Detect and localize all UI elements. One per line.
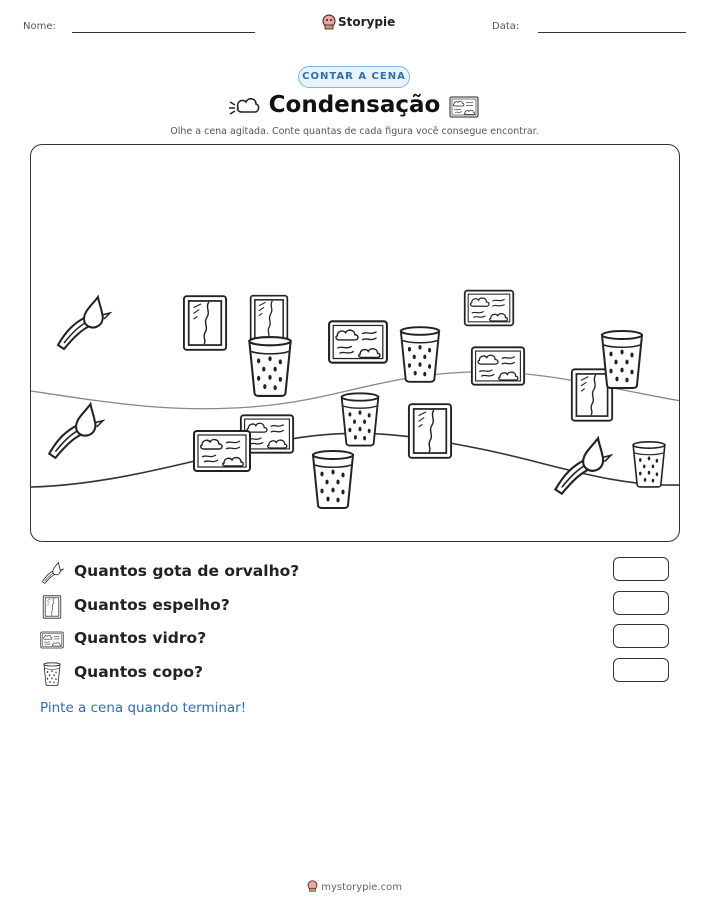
water-cup-icon[interactable] [598,329,646,389]
date-field-line[interactable] [538,32,686,33]
mirror-icon[interactable] [182,294,228,352]
question-text: Quantos copo? [74,663,203,681]
activity-badge: CONTAR A CENA [298,66,410,88]
water-cup-icon [40,662,64,686]
page-title: Condensação [268,92,441,118]
answer-box-dew-drop[interactable] [613,557,669,581]
answer-box-mirror[interactable] [613,591,669,615]
answer-box-cup[interactable] [613,658,669,682]
glass-pane-icon[interactable] [463,288,515,328]
brand-name: Storypie [338,15,396,29]
dew-drop-icon[interactable] [43,399,105,463]
glass-pane-icon [40,628,64,652]
answer-box-glass[interactable] [613,624,669,648]
name-label: Nome: [23,21,56,32]
dew-drop-icon [40,561,64,585]
name-field-line[interactable] [72,32,255,33]
question-row-glass [40,628,670,652]
brand-logo [322,14,396,32]
question-row-cup [40,662,670,686]
finish-instruction: Pinte a cena quando terminar! [40,700,247,716]
storypie-mascot-icon [322,14,336,30]
question-row-mirror [40,595,670,619]
question-row-dew-drop [40,561,670,585]
question-text: Quantos vidro? [74,629,207,647]
glass-pane-icon[interactable] [470,344,526,388]
water-cup-icon[interactable] [338,391,382,447]
counting-scene [30,144,680,542]
water-cup-icon[interactable] [397,325,443,383]
footer [0,880,709,893]
question-text: Quantos gota de orvalho? [74,562,300,580]
glass-pane-icon[interactable] [327,317,389,367]
dew-drop-icon[interactable] [51,293,113,353]
window-weather-icon [449,95,479,119]
question-text: Quantos espelho? [74,596,230,614]
mirror-icon [40,595,64,619]
water-cup-icon[interactable] [245,335,295,397]
storypie-mascot-icon [307,880,318,892]
date-label: Data: [492,21,520,32]
instructions-text: Olhe a cena agitada. Conte quantas de cada figura você consegue encontrar. [170,126,539,137]
footer-url[interactable]: mystorypie.com [321,882,402,893]
glass-pane-icon[interactable] [192,427,252,475]
water-cup-icon[interactable] [309,449,357,509]
water-cup-icon[interactable] [630,440,668,488]
mirror-icon[interactable] [407,402,453,460]
dew-drop-icon[interactable] [549,433,613,499]
